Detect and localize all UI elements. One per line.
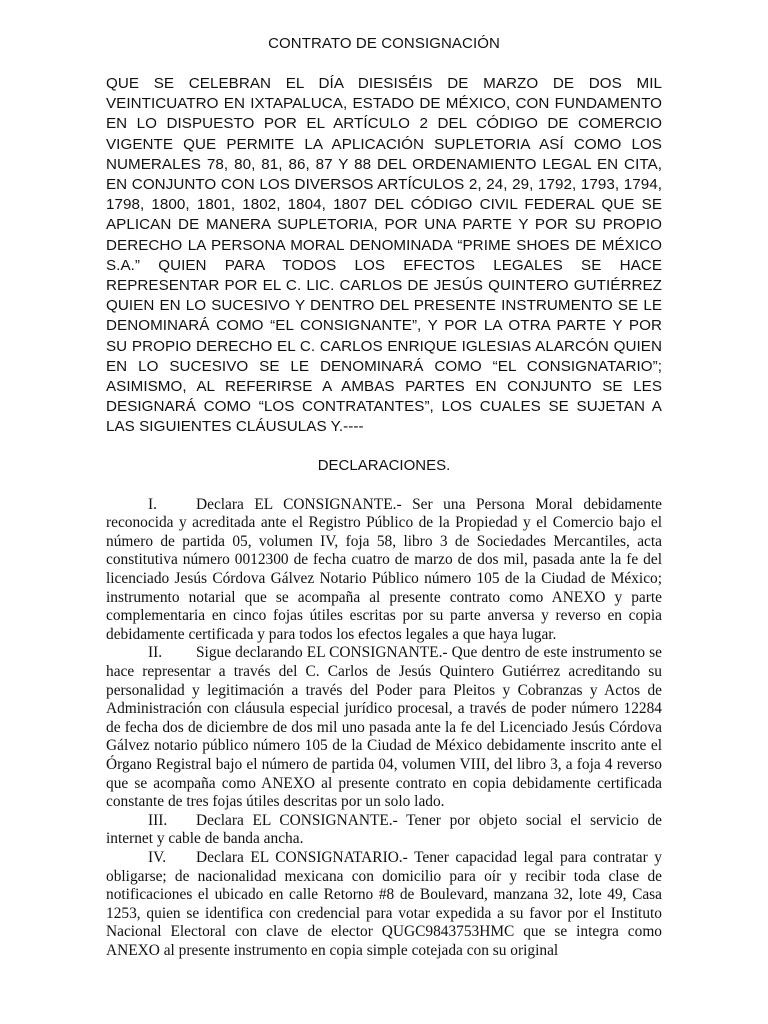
declaration-number: II. [148,644,163,662]
preamble-paragraph: QUE SE CELEBRAN EL DÍA DIESISÉIS DE MARZO DE DOS MIL VEINTICUATRO EN IXTAPALUCA, ESTADO DE MÉXICO, CON FUNDAMENTO EN LO DISPUESTO POR EL ARTÍCULO 2 DEL CÓDIGO DE COMERCIO VIGENTE QUE PERMITE LA APLICACIÓN SUPLETORIA ASÍ COMO LOS NUMERALES 78, 80, 81, 86, 87 Y 88 DEL ORDENAMIENTO LEGAL EN CITA, EN CONJUNTO CON LOS DIVERSOS ARTÍCULOS 2, 24, 29, 1792, 1793, 1794, 1798, 1800, 1801, 1802, 1804, 1807 DEL CÓDIGO CIVIL FEDERAL QUE SE APLICAN DE MANERA SUPLETORIA, POR UNA PARTE Y POR SU PROPIO DERECHO LA PERSONA MORAL DENOMINADA “PRIME SHOES DE MÉXICO S.A.” QUIEN PARA TODOS LOS EFECTOS LEGALES SE HACE REPRESENTAR POR EL C. LIC. CARLOS DE JESÚS QUINTERO GUTIÉRREZ QUIEN EN LO SUCESIVO Y DENTRO DEL PRESENTE INSTRUMENTO SE LE DENOMINARÁ COMO “EL CONSIGNANTE”, Y POR LA OTRA PARTE Y POR SU PROPIO DERECHO EL C. CARLOS ENRIQUE IGLESIAS ALARCÓN QUIEN EN LO SUCESIVO SE LE DENOMINARÁ COMO “EL CONSIGNATARIO”; ASIMISMO, AL REFERIRSE A AMBAS PARTES EN CONJUNTO SE LES DESIGNARÁ COMO “LOS CONTRATANTES”, LOS CUALES SE SUJETAN A LAS SIGUIENTES CLÁUSULAS Y.---- [106,75,662,436]
declaration-text: Declara EL CONSIGNANTE.- Ser una Persona Moral debidamente reconocida y acreditada ante el Registro Público de la Propiedad y el Comercio bajo el número de partida 05, volumen IV, foja 58, libro 3 de Sociedades Mercantiles, acta constitutiva número 0012300 de fecha cuatro de marzo de dos mil, pasada ante la fe del licenciado Jesús Córdova Gálvez Notario Público número 105 de la Ciudad de México; instrumento notarial que se acompaña al presente contrato como ANEXO y parte complementaria en cinco fojas útiles escritas por su parte anversa y reverso en copia debidamente certificada y para todos los efectos legales a que haya lugar. [106,495,662,643]
declarations-list [106,496,662,961]
declaration-text: Declara EL CONSIGNANTE.- Tener por objeto social el servicio de internet y cable de banda ancha. [106,811,662,848]
declaration-item [106,496,662,645]
declaration-number: I. [148,495,157,513]
declaration-text: Sigue declarando EL CONSIGNANTE.- Que dentro de este instrumento se hace representar a través del C. Carlos de Jesús Quintero Gutiérrez acreditando su personalidad y legitimación a través del Poder para Pleitos y Cobranzas y Actos de Administración con cláusula especial jurídico procesal, a través de poder número 12284 de fecha dos de diciembre de dos mil uno pasada ante la fe del Licenciado Jesús Córdova Gálvez notario público número 105 de la Ciudad de México debidamente inscrito ante el Órgano Registral bajo el número de partida 04, volumen VIII, del libro 3, a foja 4 reverso que se acompaña como ANEXO al presente contrato en copia debidamente certificada constante de tres fojas útiles descritas por un solo lado. [106,644,662,811]
document-page [106,34,662,961]
declaration-number: III. [148,811,168,829]
declaration-item [106,849,662,961]
declaration-text: Declara EL CONSIGNATARIO.- Tener capacidad legal para contratar y obligarse; de nacionalidad mexicana con domicilio para oír y recibir toda clase de notificaciones el ubicado en calle Retorno #8 de Boulevard, manzana 32, lote 49, Casa 1253, quien se identifica con credencial para votar expedida a su favor por el Instituto Nacional Electoral con clave de elector QUGC9843753HMC que se integra como ANEXO al presente instrumento en copia simple cotejada con su original [106,848,662,959]
document-title: CONTRATO DE CONSIGNACIÓN [268,35,500,52]
declaration-item [106,812,662,849]
declarations-heading: DECLARACIONES. [317,456,451,474]
declaration-number: IV. [148,848,167,866]
declaration-item [106,644,662,811]
